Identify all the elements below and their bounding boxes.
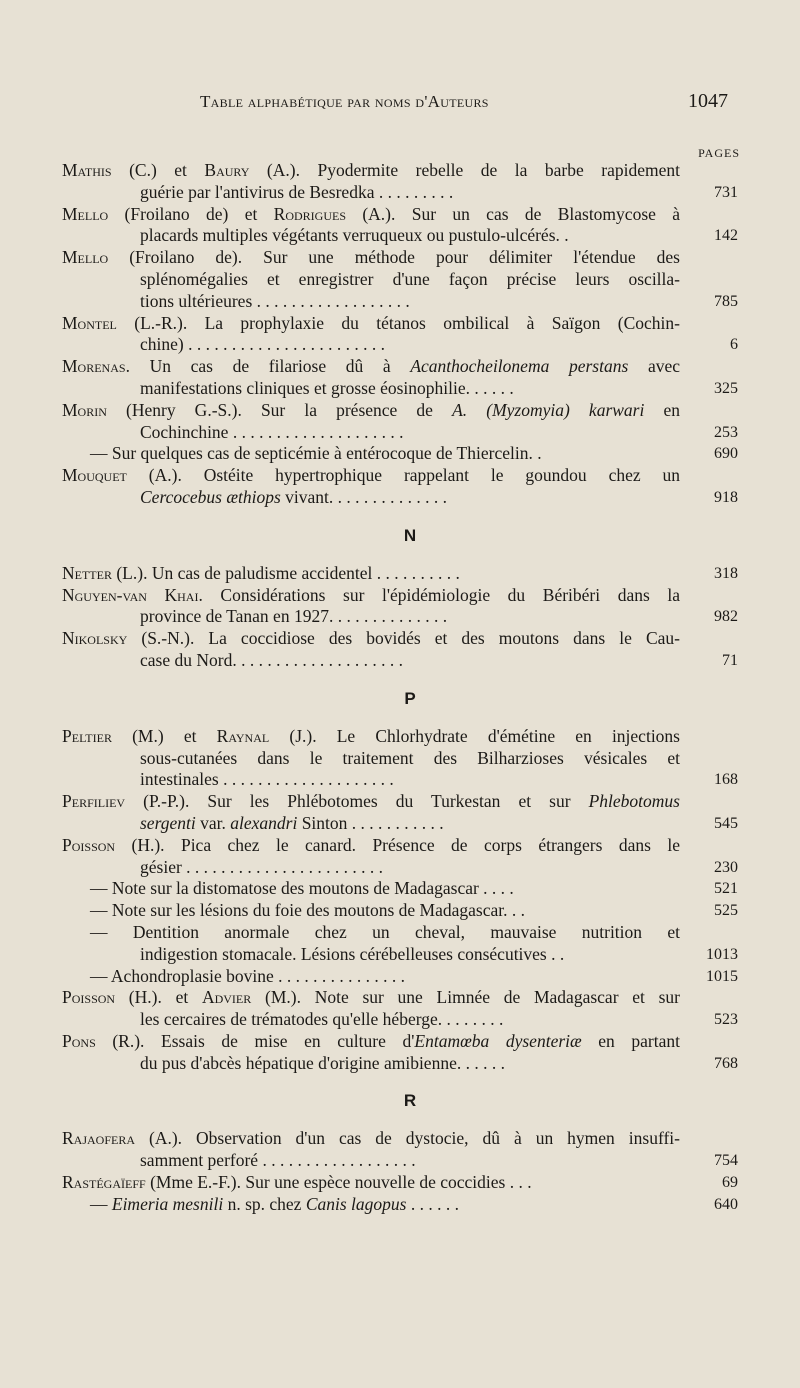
entry-line xyxy=(62,606,680,628)
page-reference: 525 xyxy=(714,902,738,920)
entry-line xyxy=(62,1009,680,1031)
entry-line xyxy=(62,813,680,835)
entry-text: (Froilano de). Sur une méthode pour délimiter l'étendue des xyxy=(108,247,680,268)
ditto-dash: — xyxy=(90,900,108,921)
entry-text: guérie par l'antivirus de Besredka . . . . . . . . . xyxy=(140,181,454,202)
entry-line xyxy=(62,1194,680,1216)
entry-text: . . . . . . xyxy=(406,1193,459,1214)
entry-text: n. sp. chez xyxy=(223,1193,306,1214)
author-name: Poisson xyxy=(62,987,116,1008)
page-reference: 69 xyxy=(722,1174,738,1192)
entry-line xyxy=(62,878,680,900)
entry-text: Cochinchine . . . . . . . . . . . . . . . . . . . . xyxy=(140,421,404,442)
entry-text: (M.) et xyxy=(111,725,217,746)
entry-text: en partant xyxy=(581,1030,680,1051)
entry-line xyxy=(62,857,680,879)
page-reference: 168 xyxy=(714,771,738,789)
entry-text: sous-cutanées dans le traitement des Bilharzioses vésicales et xyxy=(140,747,680,768)
entry-text: case du Nord. . . . . . . . . . . . . . . . . . . . xyxy=(140,649,403,670)
index-entry xyxy=(62,922,738,966)
ditto-dash: — xyxy=(90,443,108,464)
index-entry xyxy=(62,443,738,465)
author-name: Mouquet xyxy=(62,465,127,486)
entry-text: (A.). Observation d'un cas de dystocie, dû à un hymen insuffi- xyxy=(135,1128,680,1149)
page-reference: 253 xyxy=(714,423,738,441)
species-name: Acanthocheilonema perstans xyxy=(410,356,629,377)
entry-text: (A.). Sur un cas de Blastomycose à xyxy=(346,203,680,224)
index-entry xyxy=(62,356,738,400)
index-entry xyxy=(62,204,738,248)
page-reference: 690 xyxy=(714,445,738,463)
author-name: Poisson xyxy=(62,834,116,855)
index-entry xyxy=(62,563,738,585)
entry-line xyxy=(62,1031,680,1053)
entry-text: gésier . . . . . . . . . . . . . . . . . . . . . . . xyxy=(140,856,384,877)
entry-line xyxy=(62,1172,680,1194)
author-name: Pons xyxy=(62,1030,96,1051)
entry-text: (Henry G.-S.). Sur la présence de xyxy=(106,399,453,420)
species-name: alexandri xyxy=(230,812,298,833)
entry-line xyxy=(62,313,680,335)
entry-line xyxy=(62,160,680,182)
header-page-number: 1047 xyxy=(688,90,728,112)
entry-text: (A.). Pyodermite rebelle de la barbe rapidement xyxy=(249,160,680,180)
author-name: Mathis xyxy=(62,160,112,180)
index-entry xyxy=(62,1031,738,1075)
entry-text: . Un cas de filariose dû à xyxy=(125,356,411,377)
entry-text: splénomégalies et enregistrer d'une façon précise leurs oscilla- xyxy=(140,268,680,289)
entry-text: (H.). et xyxy=(115,987,202,1008)
entry-text: (R.). Essais de mise en culture d' xyxy=(95,1030,415,1051)
page-reference: 918 xyxy=(714,488,738,506)
entry-text: Note sur les lésions du foie des moutons de Madagascar. . . xyxy=(111,900,525,921)
entry-text: Note sur la distomatose des moutons de Madagascar . . . . xyxy=(111,878,514,899)
entry-text: Dentition anormale chez un cheval, mauvaise nutrition et xyxy=(132,921,680,942)
entry-text: province de Tanan en 1927. . . . . . . . . . . . . . xyxy=(140,606,448,627)
index-entry xyxy=(62,900,738,922)
entry-line xyxy=(62,487,680,509)
pages-column-label: PAGES xyxy=(698,146,740,160)
entry-line xyxy=(62,378,680,400)
section-letter: P xyxy=(404,688,416,708)
entry-text: (L.). Un cas de paludisme accidentel . . . . . . . . . . xyxy=(111,562,460,583)
entry-text: (P.-P.). Sur les Phlébotomes du Turkestan et sur xyxy=(125,791,589,812)
entry-line xyxy=(62,422,680,444)
entry-text: intestinales . . . . . . . . . . . . . . . . . . . . xyxy=(140,769,394,790)
entry-text: Sinton . . . . . . . . . . . xyxy=(297,812,444,833)
entry-text: . Considérations sur l'épidémiologie du Béribéri dans la xyxy=(198,584,680,605)
coauthor-name: Advier xyxy=(201,987,252,1008)
author-name: Mello xyxy=(62,247,109,268)
entry-text: Sur quelques cas de septicémie à entérocoque de Thiercelin. . xyxy=(111,443,542,464)
page-reference: 521 xyxy=(714,880,738,898)
entry-text: (H.). Pica chez le canard. Présence de corps étrangers dans le xyxy=(115,834,680,855)
species-name: Entamœba dysenteriæ xyxy=(414,1030,582,1051)
index-entry xyxy=(62,878,738,900)
entry-text: tions ultérieures . . . . . . . . . . . . . . . . . . xyxy=(140,290,410,311)
entry-line xyxy=(62,922,680,944)
author-name: Rajaofera xyxy=(62,1128,136,1149)
coauthor-name: Rodrigues xyxy=(273,203,346,224)
entry-line xyxy=(62,334,680,356)
entry-line xyxy=(62,247,680,269)
entry-line xyxy=(62,900,680,922)
entry-text: les cercaires de trématodes qu'elle héberge. . . . . . . . xyxy=(140,1009,504,1030)
author-name: Rastégaïeff xyxy=(62,1172,146,1193)
page-reference: 6 xyxy=(730,336,738,354)
entry-text: (J.). Le Chlorhydrate d'émétine en injections xyxy=(269,725,680,746)
author-name: Peltier xyxy=(62,725,112,746)
entry-line xyxy=(62,769,680,791)
index-entry xyxy=(62,987,738,1031)
page-reference: 325 xyxy=(714,379,738,397)
entry-line xyxy=(62,748,680,770)
entry-line xyxy=(62,225,680,247)
index-entry xyxy=(62,791,738,835)
entry-text: placards multiples végétants verruqueux ou pustulo-ulcérés. . xyxy=(140,225,569,246)
index-entry xyxy=(62,1194,738,1216)
entry-text: manifestations cliniques et grosse éosinophilie. . . . . . xyxy=(140,377,514,398)
entry-text: samment perforé . . . . . . . . . . . . . . . . . . xyxy=(140,1150,416,1171)
index-entry xyxy=(62,628,738,672)
index-entry xyxy=(62,400,738,444)
entry-line xyxy=(62,987,680,1009)
header-title: Table alphabétique par noms d'Auteurs xyxy=(200,92,489,111)
coauthor-name: Baury xyxy=(204,160,250,180)
author-name: Nikolsky xyxy=(62,628,128,649)
index-entry xyxy=(62,313,738,357)
entry-text: (S.-N.). La coccidiose des bovidés et des moutons dans le Cau- xyxy=(127,628,680,649)
entry-text: indigestion stomacale. Lésions cérébelleuses consécutives . . xyxy=(140,943,565,964)
entry-text: chine) . . . . . . . . . . . . . . . . . . . . . . . xyxy=(140,334,385,355)
author-name: Morenas xyxy=(62,356,126,377)
author-name: Nguyen-van Khai xyxy=(62,584,199,605)
entry-line xyxy=(62,291,680,313)
species-name: sergenti xyxy=(140,812,196,833)
author-name: Mello xyxy=(62,203,109,224)
species-name: Cercocebus æthiops xyxy=(140,486,281,507)
author-name: Perfiliev xyxy=(62,791,126,812)
entry-line xyxy=(62,356,680,378)
page-reference: 230 xyxy=(714,858,738,876)
entry-text: (A.). Ostéite hypertrophique rappelant le goundou chez un xyxy=(126,465,680,486)
index-entry xyxy=(62,1128,738,1172)
species-name: Phlebotomus xyxy=(588,791,680,812)
author-name: Netter xyxy=(62,562,112,583)
index-entry xyxy=(62,835,738,879)
running-header xyxy=(200,92,740,120)
entry-line xyxy=(62,944,680,966)
entry-text: (Mme E.-F.). Sur une espèce nouvelle de coccidies . . . xyxy=(145,1172,532,1193)
entry-line xyxy=(62,269,680,291)
entry-text: Achondroplasie bovine . . . . . . . . . . . . . . . xyxy=(110,965,405,986)
page-reference: 785 xyxy=(714,292,738,310)
ditto-dash: — xyxy=(90,921,108,942)
entry-line xyxy=(62,791,680,813)
index-entry xyxy=(62,726,738,791)
entry-text: avec xyxy=(628,356,680,377)
entry-line xyxy=(62,182,680,204)
ditto-dash: — xyxy=(90,1193,108,1214)
ditto-dash: — xyxy=(90,878,108,899)
entry-line xyxy=(62,400,680,422)
entry-text: vivant. . . . . . . . . . . . . . xyxy=(280,486,448,507)
entry-line xyxy=(62,835,680,857)
author-name: Montel xyxy=(62,312,117,333)
entry-text: du pus d'abcès hépatique d'origine amibienne. . . . . . xyxy=(140,1052,505,1073)
entry-line xyxy=(62,650,680,672)
index-entry xyxy=(62,966,738,988)
page-reference: 545 xyxy=(714,814,738,832)
entry-line xyxy=(62,1150,680,1172)
page-reference: 71 xyxy=(722,651,738,669)
entry-text: (Froilano de) et xyxy=(108,203,274,224)
index-entry xyxy=(62,465,738,509)
author-index-list xyxy=(62,160,738,1216)
coauthor-name: Raynal xyxy=(216,725,270,746)
entry-line xyxy=(62,966,680,988)
author-name: Morin xyxy=(62,399,107,420)
index-entry xyxy=(62,585,738,629)
entry-line xyxy=(62,585,680,607)
index-entry xyxy=(62,160,738,204)
entry-text: (L.-R.). La prophylaxie du tétanos ombilical à Saïgon (Cochin- xyxy=(116,312,680,333)
entry-line xyxy=(62,443,680,465)
entry-line xyxy=(62,204,680,226)
entry-line xyxy=(62,726,680,748)
ditto-dash: — xyxy=(90,965,108,986)
page-reference: 1013 xyxy=(706,945,738,963)
page-reference: 318 xyxy=(714,564,738,582)
entry-line xyxy=(62,563,680,585)
entry-line xyxy=(62,1128,680,1150)
entry-text: var. xyxy=(195,812,231,833)
page-reference: 640 xyxy=(714,1195,738,1213)
page-reference: 768 xyxy=(714,1054,738,1072)
entry-line xyxy=(62,628,680,650)
section-letter: R xyxy=(403,1091,417,1111)
entry-text: en xyxy=(644,399,680,420)
page-reference: 731 xyxy=(714,183,738,201)
page-reference: 142 xyxy=(714,227,738,245)
entry-line xyxy=(62,1053,680,1075)
entry-text: (C.) et xyxy=(111,160,205,180)
species-name: Canis lagopus xyxy=(305,1193,407,1214)
page-reference: 982 xyxy=(714,608,738,626)
entry-text: (M.). Note sur une Limnée de Madagascar et sur xyxy=(251,987,680,1008)
species-name: Eimeria mesnili xyxy=(111,1193,224,1214)
entry-line xyxy=(62,465,680,487)
index-entry xyxy=(62,1172,738,1194)
species-name: A. (Myzomyia) karwari xyxy=(452,399,645,420)
section-letter: N xyxy=(403,525,417,545)
page-reference: 754 xyxy=(714,1152,738,1170)
page-reference: 523 xyxy=(714,1011,738,1029)
page-reference: 1015 xyxy=(706,967,738,985)
index-entry xyxy=(62,247,738,312)
